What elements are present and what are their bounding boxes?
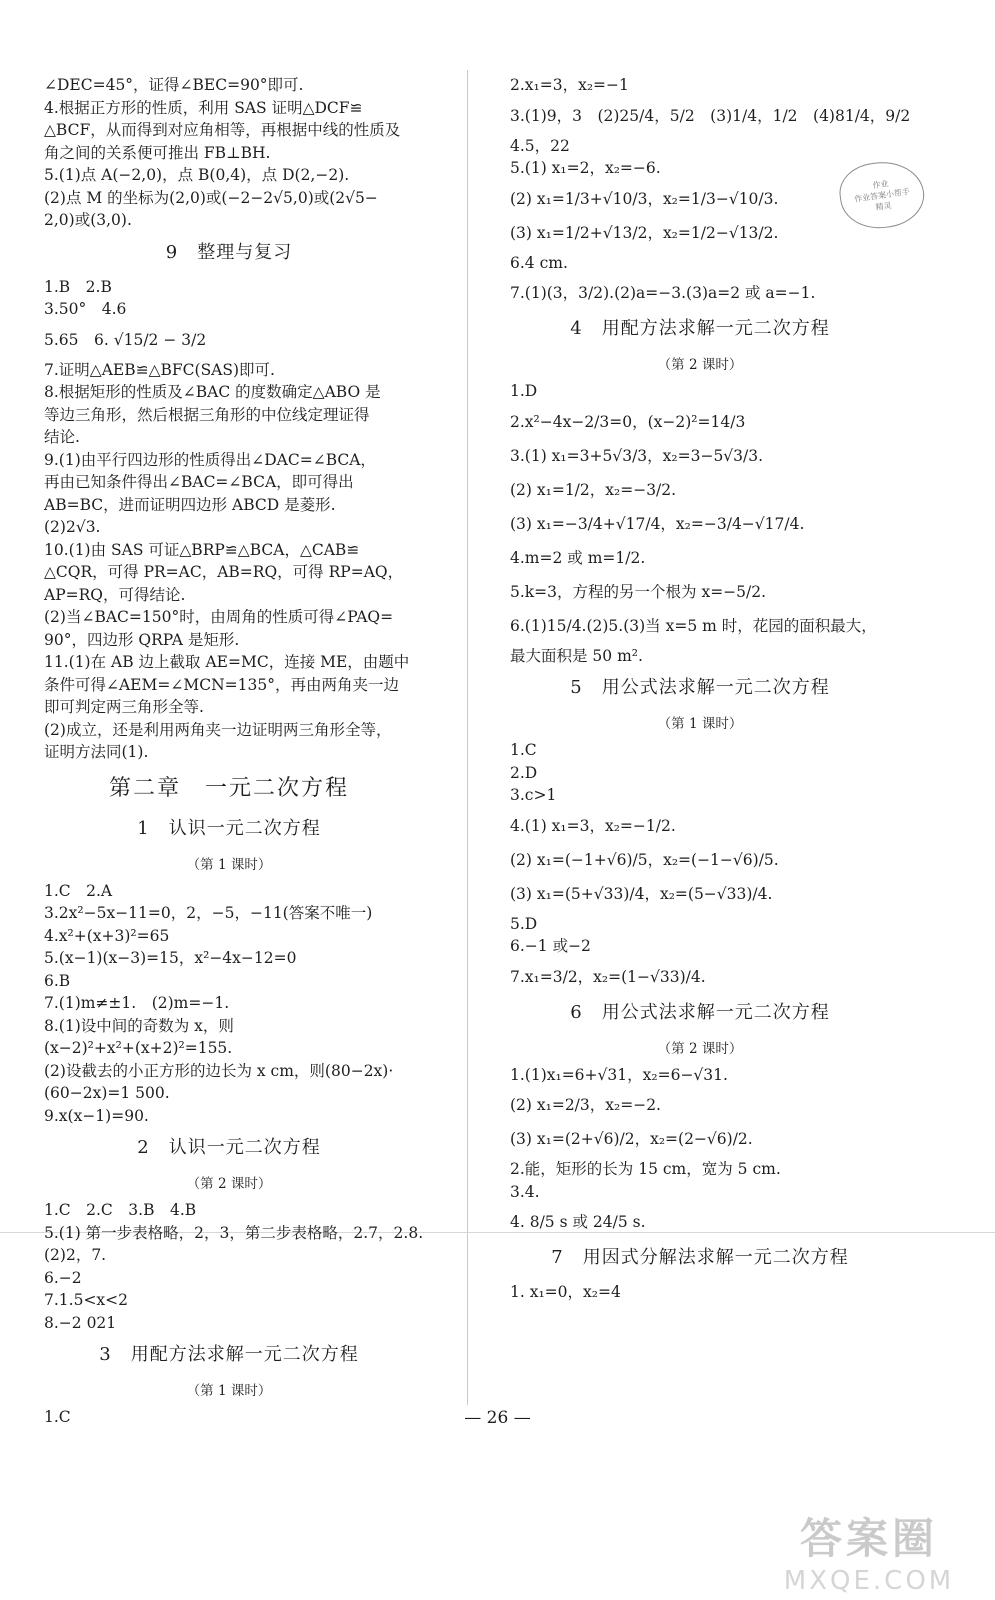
answer-line: (2)点 M 的坐标为(2,0)或(−2−2√5,0)或(2√5− xyxy=(44,188,378,207)
answer-line: 7.x₁=3/2，x₂=(1−√33)/4. xyxy=(510,967,706,986)
lesson-subheading: （第 2 课时） xyxy=(657,357,743,373)
answer-line: 7.1.5<x<2 xyxy=(44,1291,129,1309)
answer-line: △CQR，可得 PR=AC，AB=RQ，可得 RP=AQ， xyxy=(44,563,404,581)
lesson-subheading: （第 1 课时） xyxy=(186,1383,272,1399)
lesson-subheading: （第 1 课时） xyxy=(186,856,272,873)
answer-line: 7.(1)(3，3/2).(2)a=−3.(3)a=2 或 a=−1. xyxy=(510,284,816,302)
answer-line: (2) x₁=2/3，x₂=−2. xyxy=(510,1096,661,1114)
answer-line: 7.证明△AEB≌△BFC(SAS)即可. xyxy=(44,360,275,379)
answer-line: 1. x₁=0，x₂=4 xyxy=(510,1283,621,1301)
answer-line: 5.(1) x₁=2，x₂=−6. xyxy=(510,159,661,177)
section-heading: 3 用配方法求解一元二次方程 xyxy=(99,1344,359,1365)
site-watermark xyxy=(755,1510,983,1596)
answer-line: (x−2)²+x²+(x+2)²=155. xyxy=(44,1039,233,1057)
chapter-heading: 第二章 一元二次方程 xyxy=(108,775,349,801)
answer-line: (3) x₁=1/2+√13/2，x₂=1/2−√13/2. xyxy=(510,223,779,242)
answer-line: 3.(1)9，3 (2)25/4，5/2 (3)1/4，1/2 (4)81/4，9/2 xyxy=(510,106,911,125)
answer-line: 再由已知条件得出∠BAC=∠BCA，即可得出 xyxy=(44,473,354,491)
section-heading: 6 用公式法求解一元二次方程 xyxy=(570,1001,830,1023)
section-heading: 2 认识一元二次方程 xyxy=(137,1137,321,1158)
answer-line: 2.D xyxy=(510,763,538,782)
answer-line: 4.5，22 xyxy=(510,136,570,155)
answer-line: 1.C 2.C 3.B 4.B xyxy=(44,1201,197,1219)
answer-line: 5.D xyxy=(510,914,538,933)
answer-line: 4.(1) x₁=3，x₂=−1/2. xyxy=(510,816,676,835)
answer-line: 条件可得∠AEM=∠MCN=135°，再由两角夹一边 xyxy=(44,675,399,694)
answer-line: 3.c>1 xyxy=(510,786,557,804)
answer-line: 4.x²+(x+3)²=65 xyxy=(44,926,170,945)
left-column xyxy=(44,74,424,1429)
answer-line: (60−2x)=1 500. xyxy=(44,1084,170,1102)
answer-line: 7.(1)m≠±1. (2)m=−1. xyxy=(44,994,230,1012)
answer-line: 8.−2 021 xyxy=(44,1313,117,1332)
watermark-url: MXQE.COM xyxy=(783,1566,955,1596)
answer-line: 2.x₁=3，x₂=−1 xyxy=(510,76,629,94)
answer-line: 最大面积是 50 m². xyxy=(510,646,643,665)
answer-line: (2)成立，还是利用两角夹一边证明两三角形全等， xyxy=(44,720,392,739)
answer-line: 3.2x²−5x−11=0，2，−5，−11(答案不唯一) xyxy=(44,904,373,922)
answer-line: (2) x₁=1/2，x₂=−3/2. xyxy=(510,480,677,499)
answer-line: AB=BC，进而证明四边形 ABCD 是菱形. xyxy=(44,495,336,514)
watermark-logo: 答案圈 xyxy=(799,1514,938,1563)
answer-line: (3) x₁=(2+√6)/2，x₂=(2−√6)/2. xyxy=(510,1130,753,1148)
answer-line: 9.(1)由平行四边形的性质得出∠DAC=∠BCA， xyxy=(44,450,376,469)
answer-line: 1.C xyxy=(510,741,537,759)
answer-line: 1.C 2.A xyxy=(44,881,113,900)
answer-line: 2.x²−4x−2/3=0，(x−2)²=14/3 xyxy=(510,412,746,431)
answer-line: 6.(1)15/4.(2)5.(3)当 x=5 m 时，花园的面积最大， xyxy=(510,616,877,635)
answer-line: 2,0)或(3,0). xyxy=(44,211,132,229)
answer-line: 4. 8/5 s 或 24/5 s. xyxy=(510,1213,646,1231)
answer-line: (3) x₁=−3/4+√17/4，x₂=−3/4−√17/4. xyxy=(510,514,805,533)
answer-line: 结论. xyxy=(44,428,80,446)
lesson-subheading: （第 2 课时） xyxy=(657,1040,743,1057)
lesson-subheading: （第 2 课时） xyxy=(186,1176,272,1192)
answer-line: 1.(1)x₁=6+√31，x₂=6−√31. xyxy=(510,1065,728,1084)
answer-line: 6.−1 或−2 xyxy=(510,937,591,955)
stamp-line2: 作业答案小帮手 xyxy=(853,186,911,204)
answer-line: (2)2√3. xyxy=(44,518,101,536)
answer-line: (2) x₁=1/3+√10/3，x₂=1/3−√10/3. xyxy=(510,189,779,208)
answer-line: (2)2，7. xyxy=(44,1246,107,1264)
answer-line: 6.B xyxy=(44,971,71,990)
answer-line: 2.能，矩形的长为 15 cm，宽为 5 cm. xyxy=(510,1160,781,1178)
section-heading: 7 用因式分解法求解一元二次方程 xyxy=(551,1247,849,1268)
answer-line: 5.65 6. √15/2 − 3/2 xyxy=(44,330,207,349)
answer-line: 5.(1) 第一步表格略，2，3，第二步表格略，2.7，2.8. xyxy=(44,1223,424,1242)
answer-line: AP=RQ，可得结论. xyxy=(44,585,186,604)
answer-line: 3.(1) x₁=3+5√3/3，x₂=3−5√3/3. xyxy=(510,446,764,465)
answer-line: 等边三角形，然后根据三角形的中位线定理证得 xyxy=(44,405,370,424)
answer-line: 4.根据正方形的性质，利用 SAS 证明△DCF≌ xyxy=(44,98,363,117)
section-heading: 1 认识一元二次方程 xyxy=(137,817,321,839)
answer-line: 3.4. xyxy=(510,1182,540,1201)
right-column xyxy=(510,74,911,1304)
answer-line: (2)设截去的小正方形的边长为 x cm，则(80−2x)· xyxy=(44,1061,394,1080)
answer-line: 5.k=3，方程的另一个根为 x=−5/2. xyxy=(510,582,767,601)
stamp-line1: 作业 xyxy=(871,178,890,190)
section-heading: 4 用配方法求解一元二次方程 xyxy=(570,318,830,339)
answer-line: ∠DEC=45°，证得∠BEC=90°即可. xyxy=(44,76,304,94)
answer-line: 1.C xyxy=(44,1408,71,1426)
answer-line: (3) x₁=(5+√33)/4，x₂=(5−√33)/4. xyxy=(510,884,773,903)
answer-line: 1.B 2.B xyxy=(44,277,112,296)
stamp-line3: 精灵 xyxy=(874,200,893,212)
answer-line: 10.(1)由 SAS 可证△BRP≌△BCA，△CAB≌ xyxy=(44,540,360,559)
answer-line: 6.4 cm. xyxy=(510,253,568,272)
answer-line: 4.m=2 或 m=1/2. xyxy=(510,548,646,567)
answer-line: 证明方法同(1). xyxy=(44,743,149,761)
answer-line: 5.(1)点 A(−2,0)，点 B(0,4)，点 D(2,−2). xyxy=(44,166,350,184)
answer-line: 3.50° 4.6 xyxy=(44,300,127,318)
answer-line: 6.−2 xyxy=(44,1268,82,1287)
answer-line: 5.(x−1)(x−3)=15，x²−4x−12=0 xyxy=(44,949,297,967)
section-heading: 9 整理与复习 xyxy=(165,241,293,263)
answer-line: 即可判定两三角形全等. xyxy=(44,698,204,716)
section-heading: 5 用公式法求解一元二次方程 xyxy=(570,677,830,698)
column-divider xyxy=(467,70,468,1405)
page-number: — 26 — xyxy=(464,1408,531,1428)
answer-line: (2)当∠BAC=150°时，由周角的性质可得∠PAQ= xyxy=(44,608,394,626)
answer-line: (2) x₁=(−1+√6)/5，x₂=(−1−√6)/5. xyxy=(510,850,779,869)
answer-line: 90°，四边形 QRPA 是矩形. xyxy=(44,630,240,649)
answer-line: 1.D xyxy=(510,382,538,400)
answer-line: 角之间的关系便可推出 FB⊥BH. xyxy=(44,143,271,162)
answer-line: 11.(1)在 AB 边上截取 AE=MC，连接 ME，由题中 xyxy=(44,653,410,671)
answer-line: △BCF，从而得到对应角相等，再根据中线的性质及 xyxy=(44,121,401,139)
answer-line: 8.根据矩形的性质及∠BAC 的度数确定△ABO 是 xyxy=(44,383,381,401)
lesson-subheading: （第 1 课时） xyxy=(657,716,743,732)
answer-line: 8.(1)设中间的奇数为 x，则 xyxy=(44,1016,234,1035)
answer-line: 9.x(x−1)=90. xyxy=(44,1106,149,1125)
